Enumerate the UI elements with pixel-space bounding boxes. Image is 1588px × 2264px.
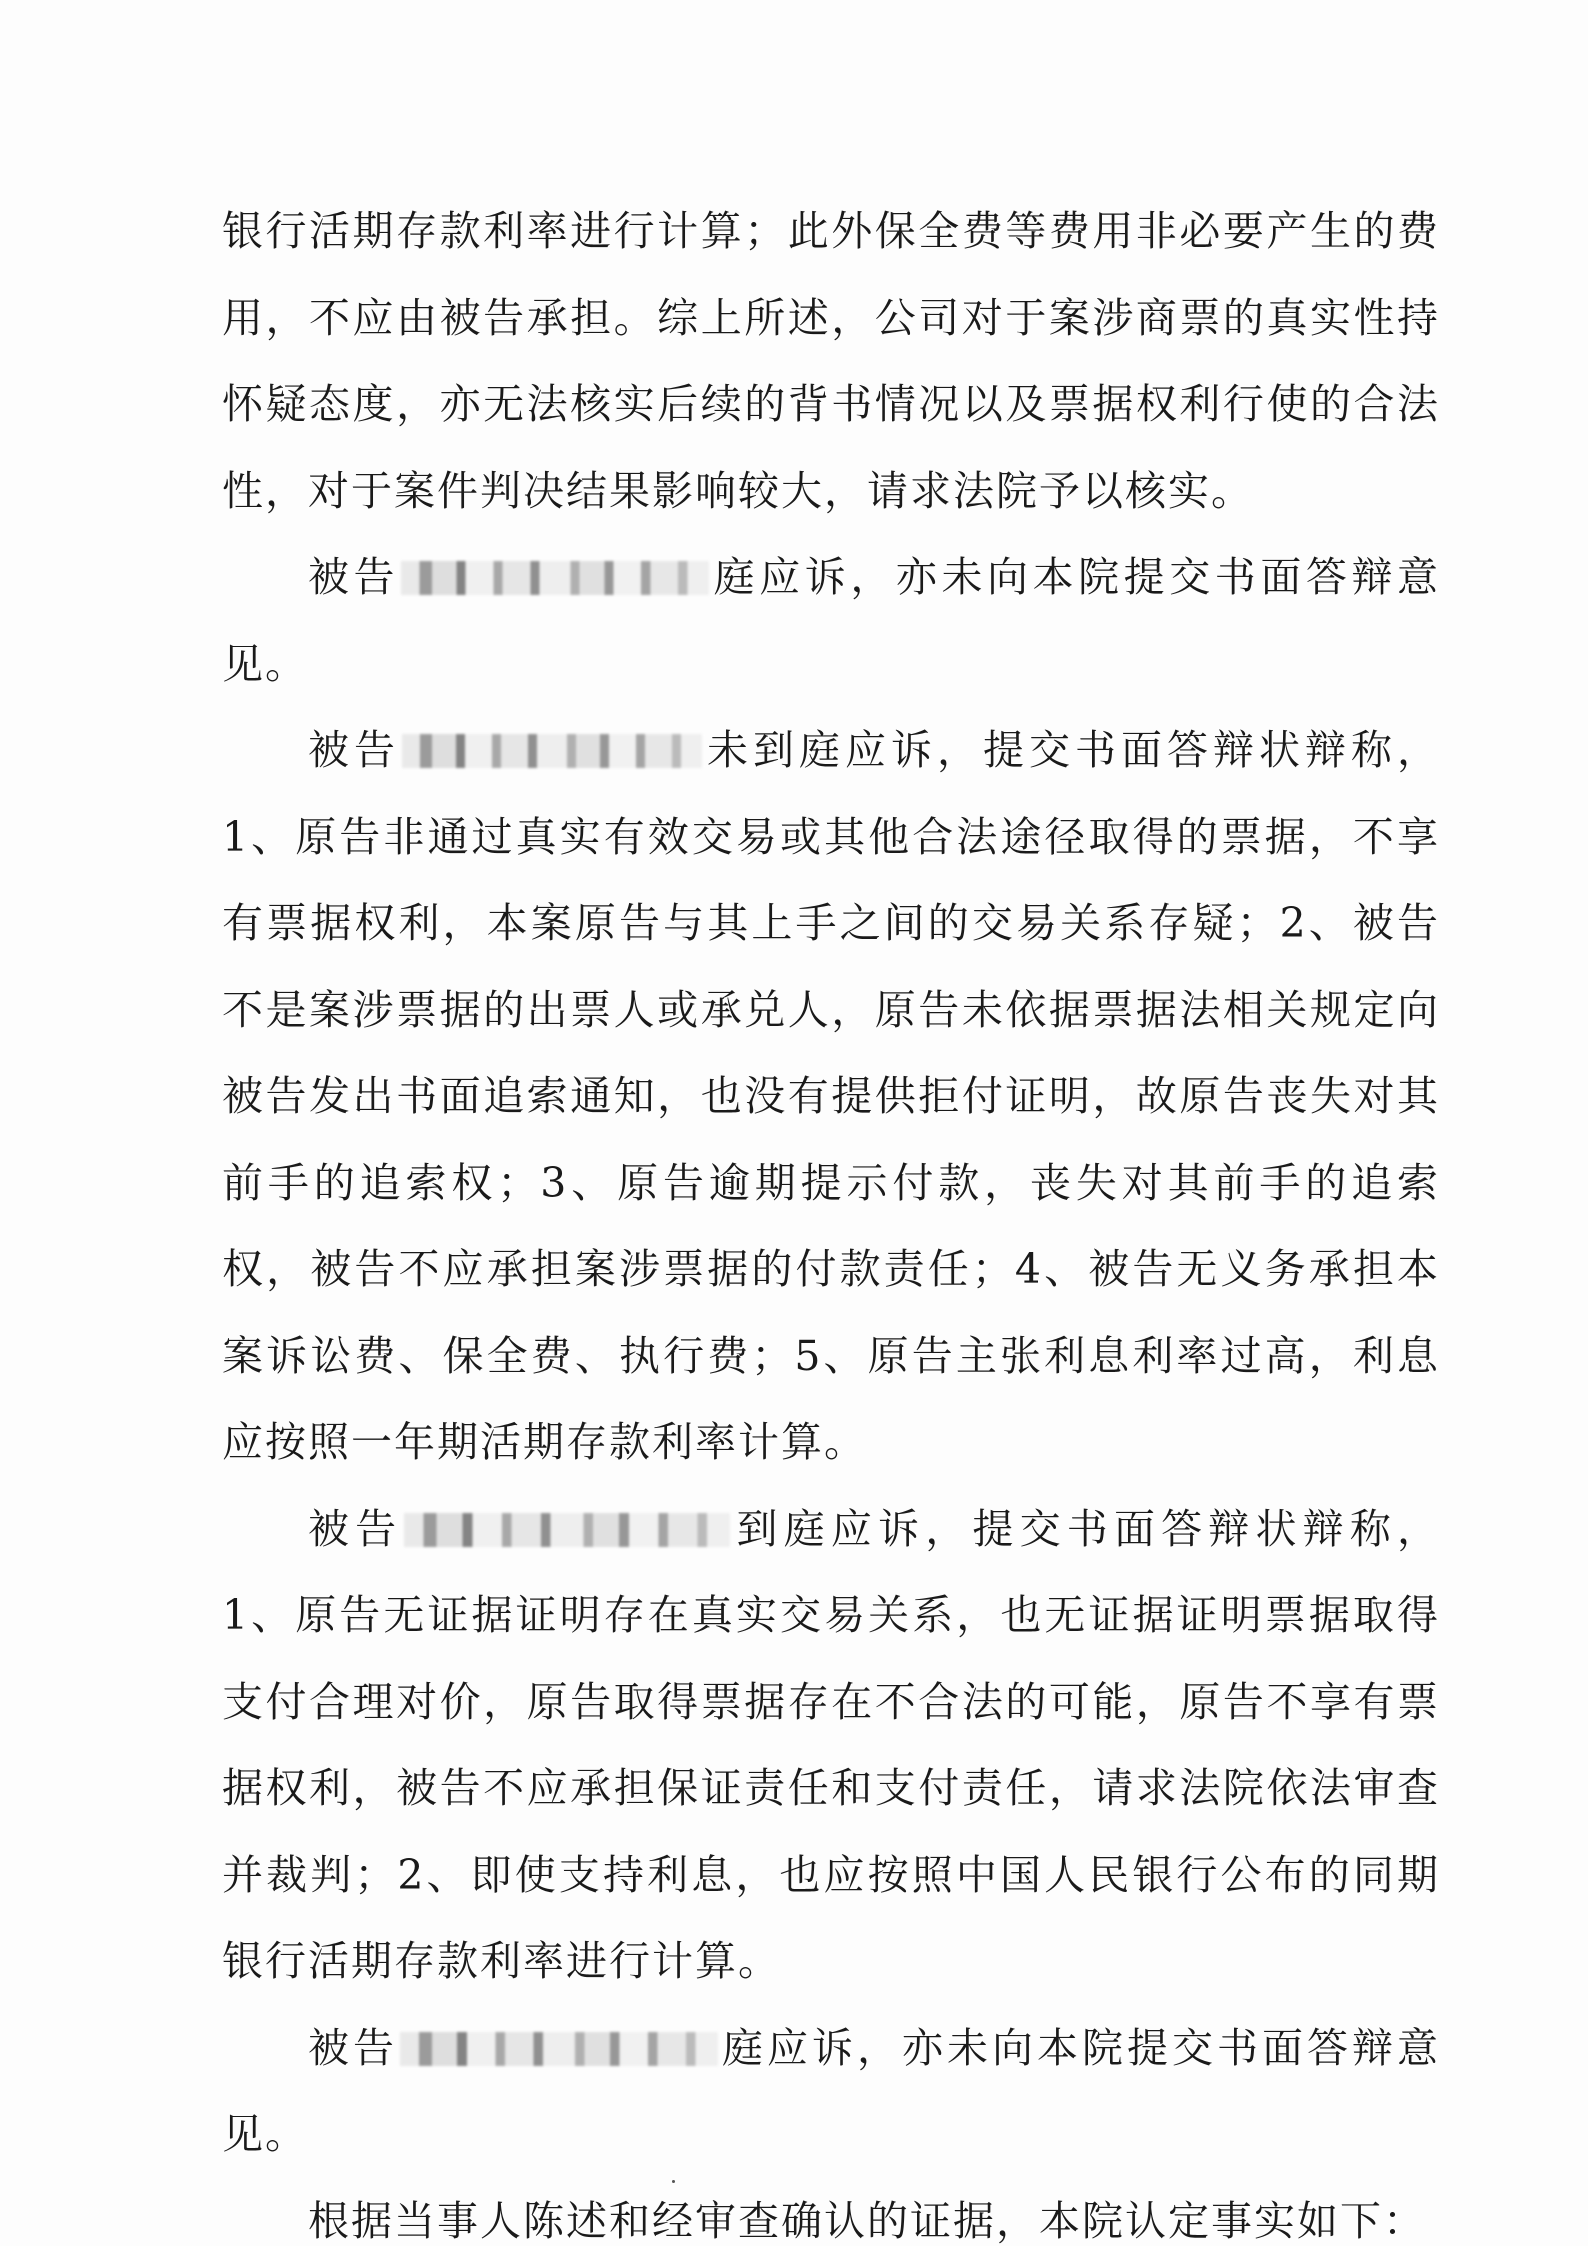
paragraph-1 <box>222 188 1440 534</box>
paragraph-text: 被告 <box>308 1505 402 1553</box>
redacted-party-name <box>400 2032 718 2066</box>
paragraph-text: 被告 <box>308 553 399 601</box>
redacted-party-name <box>404 1513 730 1547</box>
redacted-party-name <box>401 561 709 595</box>
paragraph-text: 到庭应诉，提交书面答辩状辩称，1、原告无证据证明存在真实交易关系，也无证据证明票据取得支付合理对价，原告取得票据存在不合法的可能，原告不享有票据权利，被告不应承担保证责任和支付责任，请求法院依法审查并裁判；2、即使支持利息，也应按照中国人民银行公布的同期银行活期存款利率进行计算。 <box>222 1505 1440 1986</box>
paragraph-5 <box>222 2005 1440 2178</box>
paragraph-text: 银行活期存款利率进行计算；此外保全费等费用非必要产生的费用，不应由被告承担。综上所述，公司对于案涉商票的真实性持怀疑态度，亦无法核实后续的背书情况以及票据权利行使的合法性，对于案件判决结果影响较大，请求法院予以核实。 <box>222 207 1440 515</box>
scan-speck <box>672 2180 675 2183</box>
paragraph-3 <box>222 707 1440 1486</box>
redacted-party-name <box>402 734 702 768</box>
paragraph-text: 被告 <box>308 726 400 774</box>
paragraph-6 <box>222 2178 1440 2264</box>
paragraph-text: 未到庭应诉，提交书面答辩状辩称，1、原告非通过真实有效交易或其他合法途径取得的票据，不享有票据权利，本案原告与其上手之间的交易关系存疑；2、被告不是案涉票据的出票人或承兑人，原告未依据票据法相关规定向被告发出书面追索通知，也没有提供拒付证明，故原告丧失对其前手的追索权；3、原告逾期提示付款，丧失对其前手的追索权，被告不应承担案涉票据的付款责任；4、被告无义务承担本案诉讼费、保全费、执行费；5、原告主张利息利率过高，利息应按照一年期活期存款利率计算。 <box>222 726 1440 1466</box>
paragraph-text: 庭应诉，亦未向本院提交书面答辩意见。 <box>222 2024 1440 2159</box>
document-body <box>222 188 1440 2264</box>
paragraph-2 <box>222 534 1440 707</box>
paragraph-text: 庭应诉，亦未向本院提交书面答辩意见。 <box>222 553 1440 688</box>
paragraph-4 <box>222 1486 1440 2005</box>
paragraph-text: 被告 <box>308 2024 398 2072</box>
paragraph-text: 根据当事人陈述和经审查确认的证据，本院认定事实如下： <box>308 2197 1426 2245</box>
